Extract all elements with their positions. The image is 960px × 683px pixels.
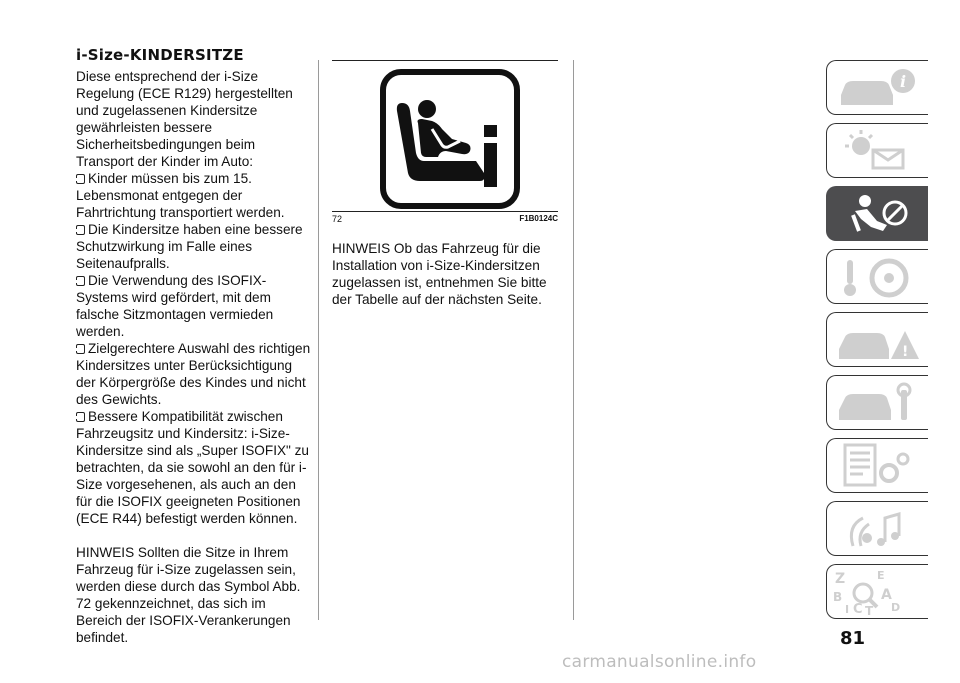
svg-text:B: B xyxy=(833,590,843,604)
svg-text:D: D xyxy=(891,601,901,614)
bullet-icon xyxy=(76,276,85,286)
bullet-item: Die Kindersitze haben eine bessere Schutzwirkung im Falle eines Seitenaufpralls. xyxy=(76,222,303,271)
tab-dashboard[interactable] xyxy=(826,123,928,178)
svg-text:I: I xyxy=(845,603,850,615)
section-heading: i-Size-KINDERSITZE xyxy=(76,46,244,64)
safety-airbag-icon xyxy=(833,191,923,237)
note-paragraph: HINWEIS Sollten die Sitze in Ihrem Fahrzeug für i-Size zugelassen sein, werden diese durch das Symbol Abb. 72 gekennzeichnet, das sich im Bereich der ISOFIX-Verankerungen befindet. xyxy=(76,545,301,645)
intro-paragraph: Diese entsprechend der i-Size Regelung (ECE R129) hergestellten und zugelassenen Kindersitze gewährleisten bessere Sicherheitsbedingungen beim Transport der Kinder im Auto: xyxy=(76,69,293,169)
tab-starting-driving[interactable] xyxy=(826,249,928,304)
bullet-icon xyxy=(76,174,85,184)
tab-car-info[interactable] xyxy=(826,60,928,115)
column-divider xyxy=(573,60,574,620)
svg-text:i: i xyxy=(900,72,907,91)
emergency-icon xyxy=(833,317,923,363)
middle-column xyxy=(332,60,558,308)
svg-text:T: T xyxy=(865,604,874,615)
dashboard-warning-icon xyxy=(833,128,923,174)
bullet-icon xyxy=(76,412,85,422)
figure-code: F1B0124C xyxy=(519,214,558,223)
left-column xyxy=(76,46,312,646)
isize-child-seat-icon xyxy=(380,69,520,209)
key-steering-wheel-icon xyxy=(833,254,923,300)
svg-text:!: ! xyxy=(902,344,909,360)
column-divider xyxy=(318,60,319,620)
watermark-text: carmanualsonline.info xyxy=(562,652,757,672)
svg-text:Z: Z xyxy=(835,571,846,587)
tab-multimedia[interactable] xyxy=(826,501,928,556)
tab-technical-data[interactable] xyxy=(826,438,928,493)
page-number: 81 xyxy=(840,628,866,649)
tab-emergency[interactable] xyxy=(826,312,928,367)
figure-bottom-rule xyxy=(332,211,558,212)
multimedia-icon xyxy=(833,506,923,552)
figure-number: 72 xyxy=(332,214,343,224)
figure-caption xyxy=(332,214,558,226)
index-icon xyxy=(833,569,923,615)
tab-maintenance[interactable] xyxy=(826,375,928,430)
figure-note: HINWEIS Ob das Fahrzeug für die Installation von i-Size-Kindersitzen zugelassen ist, entnehmen Sie bitte der Tabelle auf der nächsten Seite. xyxy=(332,241,547,307)
tab-safety[interactable] xyxy=(826,186,928,241)
bullet-icon xyxy=(76,344,85,354)
svg-text:A: A xyxy=(881,587,892,603)
figure-72 xyxy=(332,61,558,211)
car-info-icon xyxy=(833,65,923,111)
technical-data-icon xyxy=(833,443,923,489)
bullet-item: Kinder müssen bis zum 15. Lebensmonat entgegen der Fahrtrichtung transportiert werden. xyxy=(76,171,285,220)
svg-text:C: C xyxy=(853,602,863,615)
bullet-item: Zielgerechtere Auswahl des richtigen Kindersitzes unter Berücksichtigung der Körpergröße des Kindes und nicht des Gewichts. xyxy=(76,341,311,407)
svg-text:E: E xyxy=(877,569,885,582)
bullet-item: Die Verwendung des ISOFIX-Systems wird gefördert, mit dem falsche Sitzmontagen vermieden werden. xyxy=(76,273,274,339)
bullet-item: Bessere Kompatibilität zwischen Fahrzeugsitz und Kindersitz: i-Size-Kindersitze sind als „Super ISOFIX" zu betrachten, da sie sowohl an den für i-Size vorgesehenen, als auch an den für die ISOFIX geeigneten Positionen (ECE R44) befestigt werden können. xyxy=(76,409,309,526)
bullet-icon xyxy=(76,225,85,235)
car-maintenance-icon xyxy=(833,380,923,426)
tab-index[interactable] xyxy=(826,564,928,619)
